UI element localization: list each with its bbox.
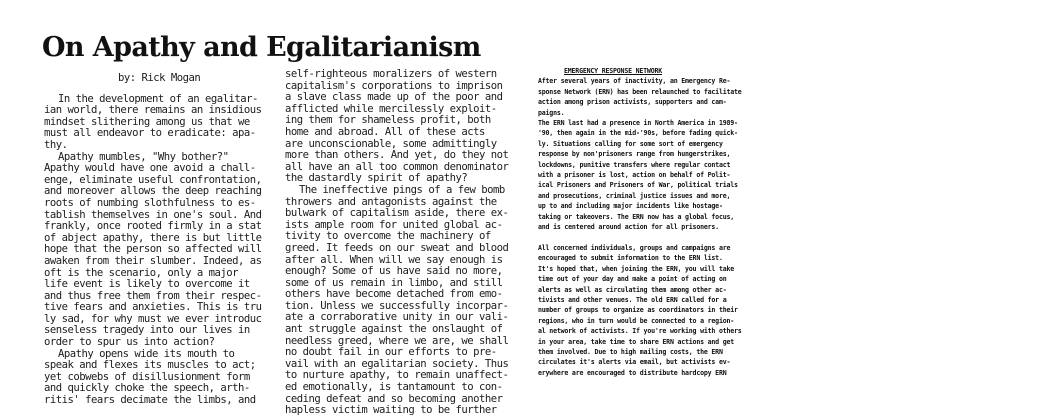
text-line: home and abroad. All of these acts [285, 125, 485, 138]
text-line: lockdowns, punitive transfers where regular contact [538, 160, 731, 169]
text-line: The ERN last had a presence in North America in 1989- [538, 119, 738, 128]
text-line: after all. When will we say enough is [285, 253, 503, 266]
text-line: others have become detached from emo- [285, 288, 503, 301]
text-line: needless greed, where we are, we shall [285, 334, 509, 347]
text-line: a slave class made up of the poor and [285, 91, 503, 104]
text-line: must all endeavor to eradicate: apa- [44, 127, 256, 140]
text-line: frankly, once rooted firmly in a stat [44, 220, 262, 233]
text-line: ists ample room for united global ac- [285, 218, 503, 231]
text-line: more than others. And yet, do they not [285, 149, 509, 162]
text-line: with a prisoner is lost, action on behalf of Polit- [538, 171, 731, 180]
text-line: and moreover allows the deep reaching [44, 185, 262, 198]
sidebar-heading: EMERGENCY RESPONSE NETWORK [564, 67, 663, 75]
text-line: the dastardly spirit of apathy? [285, 172, 468, 185]
text-line: taking or takeovers. The ERN now has a global focus, [538, 212, 735, 221]
text-line: '90, then again in the mid-'90s, before fading quick- [538, 129, 738, 138]
article-title: On Apathy and Egalitarianism [42, 32, 481, 63]
text-line: no doubt fail in our efforts to pre- [285, 346, 497, 359]
text-line: some of us remain in limbo, and still [285, 276, 503, 289]
article-byline: by: Rick Mogan [118, 72, 201, 84]
text-line: capitalism's corporations to imprison [285, 79, 503, 92]
text-line: senseless tragedy into our lives in [44, 324, 250, 337]
article-column-1 [44, 73, 262, 407]
text-line: up to and including major incidents like hostage- [538, 202, 723, 211]
text-line: All concerned individuals, groups and campaigns are [538, 243, 731, 252]
text-line: paigns. [538, 108, 565, 117]
text-line: them involved. Due to high mailing costs, the ERN [538, 347, 723, 356]
text-line: tablish themselves in one's soul. And [44, 208, 262, 221]
text-line: bulwark of capitalism aside, there ex- [285, 207, 509, 220]
text-line: action among prison activists, supporters and cam- [538, 98, 727, 107]
text-line: throwers and antagonists against the [285, 195, 497, 208]
text-line: life event is likely to overcome it [44, 278, 250, 291]
text-line: alerts as well as circulating them among other ac- [538, 285, 727, 294]
text-line: tive fears and anxieties. This is tru [44, 301, 262, 314]
text-line: ceding defeat and so becoming another [285, 392, 503, 405]
text-line: tivity to overcome the machinery of [285, 230, 491, 243]
text-line: to nurture apathy, to remain unaffect- [285, 369, 509, 382]
text-line: erywhere are encouraged to distribute hardcopy ERN [538, 368, 727, 377]
text-line: Apathy would have one avoid a chall- [44, 162, 256, 175]
text-line: all have an all too common denominator [285, 160, 509, 173]
text-line: and quickly choke the speech, arth- [44, 382, 250, 395]
text-line: and thus free them from their respec- [44, 289, 262, 302]
text-line: The ineffective pings of a few bomb [299, 183, 505, 196]
text-line: vail with an egalitarian society. Thus [285, 357, 509, 370]
text-line: sponse Network (ERN) has been relaunched to facilitate [538, 87, 742, 96]
text-line: enough? Some of us have said no more, [285, 265, 503, 278]
text-line: afflicted while mercilessly exploit- [285, 102, 497, 115]
text-line: and prosecutions, criminal justice issues and more, [538, 191, 731, 200]
text-line: It's hoped that, when joining the ERN, you will take [538, 264, 735, 273]
text-line: tivists and other venues. The old ERN called for a [538, 295, 727, 304]
text-line: Apathy opens wide its mouth to [58, 347, 235, 360]
text-line: hapless victim waiting to be further [285, 404, 497, 417]
text-line: al network of activists. If you're working with others [538, 327, 742, 336]
text-line: In the development of an egalitar- [58, 92, 258, 105]
text-line: ant struggle against the onslaught of [285, 323, 503, 336]
text-line: ed emotionally, is tantamount to con- [285, 381, 503, 394]
text-line: order to spur us into action? [44, 336, 215, 349]
text-line: enge, eliminate useful confrontation, [44, 173, 262, 186]
text-line: encouraged to submit information to the ERN list. [538, 254, 723, 263]
text-line: ian world, there remains an insidious [44, 104, 262, 117]
blank-line [538, 233, 742, 243]
text-line: ate a corraborative unity in our vali- [285, 311, 509, 324]
text-line: self-righteous moralizers of western [285, 68, 497, 80]
text-line: ly sad, for why must we ever introduc [44, 312, 262, 325]
text-line: Apathy mumbles, "Why bother?" [58, 150, 229, 163]
text-line: tion. Unless we successfully incorpar- [285, 299, 509, 312]
text-line: speak and flexes its muscles to act; [44, 359, 256, 372]
text-line: number of groups to organize as coordinators in their [538, 306, 738, 315]
text-line: ing them for shameless profit, both [285, 114, 491, 127]
sidebar-notice [538, 66, 742, 378]
text-line: After several years of inactivity, an Emergency Re- [538, 77, 731, 86]
text-line: ical Prisoners and Prisoners of War, political trials [538, 181, 738, 190]
text-line: regions, who in turn would be connected to a region- [538, 316, 735, 325]
text-line: mindset slithering among us that we [44, 115, 250, 128]
text-line: and is centered around action for all prisoners. [538, 223, 719, 232]
text-line: circulates it's alerts via email, but activists ev- [538, 358, 731, 367]
text-line: ly. Situations calling for some sort of emergency [538, 139, 723, 148]
text-line: are unconscionable, some admittingly [285, 137, 497, 150]
text-line: greed. It feeds on our sweat and blood [285, 241, 509, 254]
text-line: response by non'prisoners range from hungerstrikes, [538, 150, 731, 159]
text-line: thy. [44, 138, 68, 151]
text-line: of abject apathy, there is but little [44, 231, 262, 244]
text-line: ritis' fears decimate the limbs, and [44, 394, 256, 407]
text-line: oft is the scenario, only a major [44, 266, 238, 279]
text-line: roots of numbing slothfulness to es- [44, 196, 256, 209]
text-line: awaken from their slumber. Indeed, as [44, 254, 262, 267]
article-column-2 [285, 69, 508, 417]
text-line: yet cobwebs of disillusionment form [44, 370, 250, 383]
text-line: hope that the person so affected will [44, 243, 262, 256]
text-line: in your area, take time to share ERN actions and get [538, 337, 735, 346]
text-line: time out of your day and make a point of acting on [538, 275, 727, 284]
